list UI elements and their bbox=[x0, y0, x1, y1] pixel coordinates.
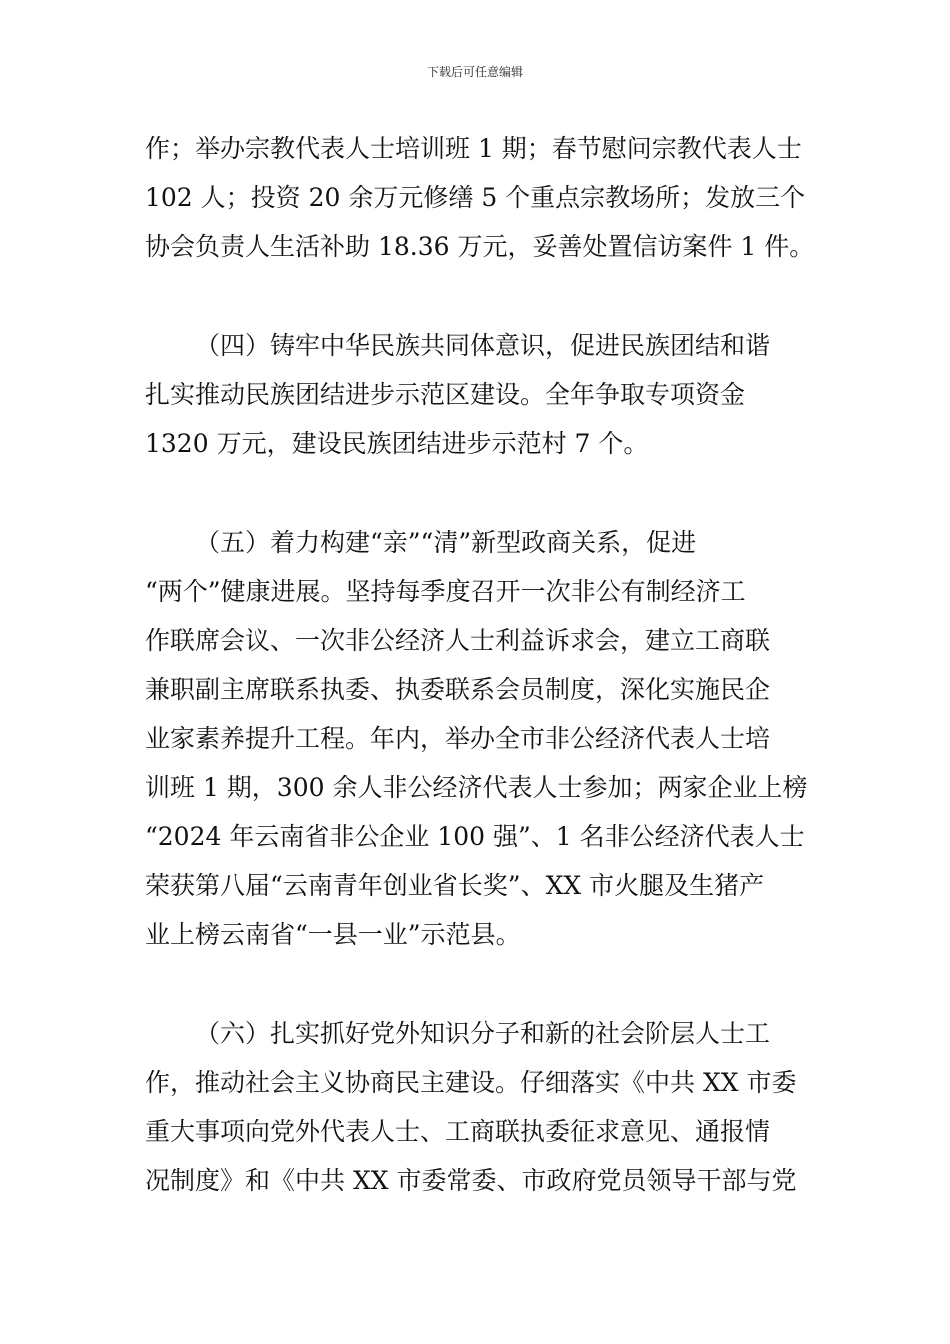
text-line: （五）着力构建“亲”“清”新型政商关系，促进 bbox=[195, 528, 697, 557]
text-line: 兼职副主席联系执委、执委联系会员制度，深化实施民企 bbox=[145, 675, 771, 704]
page-header: 下载后可任意编辑 bbox=[426, 65, 523, 79]
text-line: 荣获第八届“云南青年创业省长奖”、XX 市火腿及生猪产 bbox=[145, 871, 765, 900]
text-line: 102 人；投资 20 余万元修缮 5 个重点宗教场所；发放三个 bbox=[145, 183, 806, 212]
text-line: 作，推动社会主义协商民主建设。仔细落实《中共 XX 市委 bbox=[145, 1068, 797, 1097]
text-line: “2024 年云南省非公企业 100 强”、1 名非公经济代表人士 bbox=[145, 822, 805, 851]
text-line: （六）扎实抓好党外知识分子和新的社会阶层人士工 bbox=[195, 1019, 771, 1048]
text-line: 业上榜云南省“一县一业”示范县。 bbox=[145, 920, 521, 949]
text-line: 训班 1 期，300 余人非公经济代表人士参加；两家企业上榜 bbox=[145, 773, 808, 802]
text-line: 重大事项向党外代表人士、工商联执委征求意见、通报情 bbox=[145, 1117, 771, 1146]
document-body bbox=[145, 124, 815, 1205]
text-line: 1320 万元，建设民族团结进步示范村 7 个。 bbox=[145, 429, 649, 458]
paragraph-religious-work bbox=[145, 124, 815, 271]
text-line: （四）铸牢中华民族共同体意识，促进民族团结和谐 bbox=[195, 331, 771, 360]
text-line: 扎实推动民族团结进步示范区建设。全年争取专项资金 bbox=[145, 380, 746, 409]
paragraph-section-six bbox=[145, 1009, 815, 1205]
text-line: “两个”健康进展。坚持每季度召开一次非公有制经济工 bbox=[145, 577, 746, 606]
paragraph-section-four bbox=[145, 321, 815, 468]
paragraph-section-five bbox=[145, 518, 815, 959]
text-line: 作联席会议、一次非公经济人士利益诉求会，建立工商联 bbox=[145, 626, 771, 655]
text-line: 协会负责人生活补助 18.36 万元，妥善处置信访案件 1 件。 bbox=[145, 232, 815, 261]
text-line: 作；举办宗教代表人士培训班 1 期；春节慰问宗教代表人士 bbox=[145, 134, 802, 163]
text-line: 业家素养提升工程。年内，举办全市非公经济代表人士培 bbox=[145, 724, 771, 753]
text-line: 况制度》和《中共 XX 市委常委、市政府党员领导干部与党 bbox=[145, 1166, 797, 1195]
